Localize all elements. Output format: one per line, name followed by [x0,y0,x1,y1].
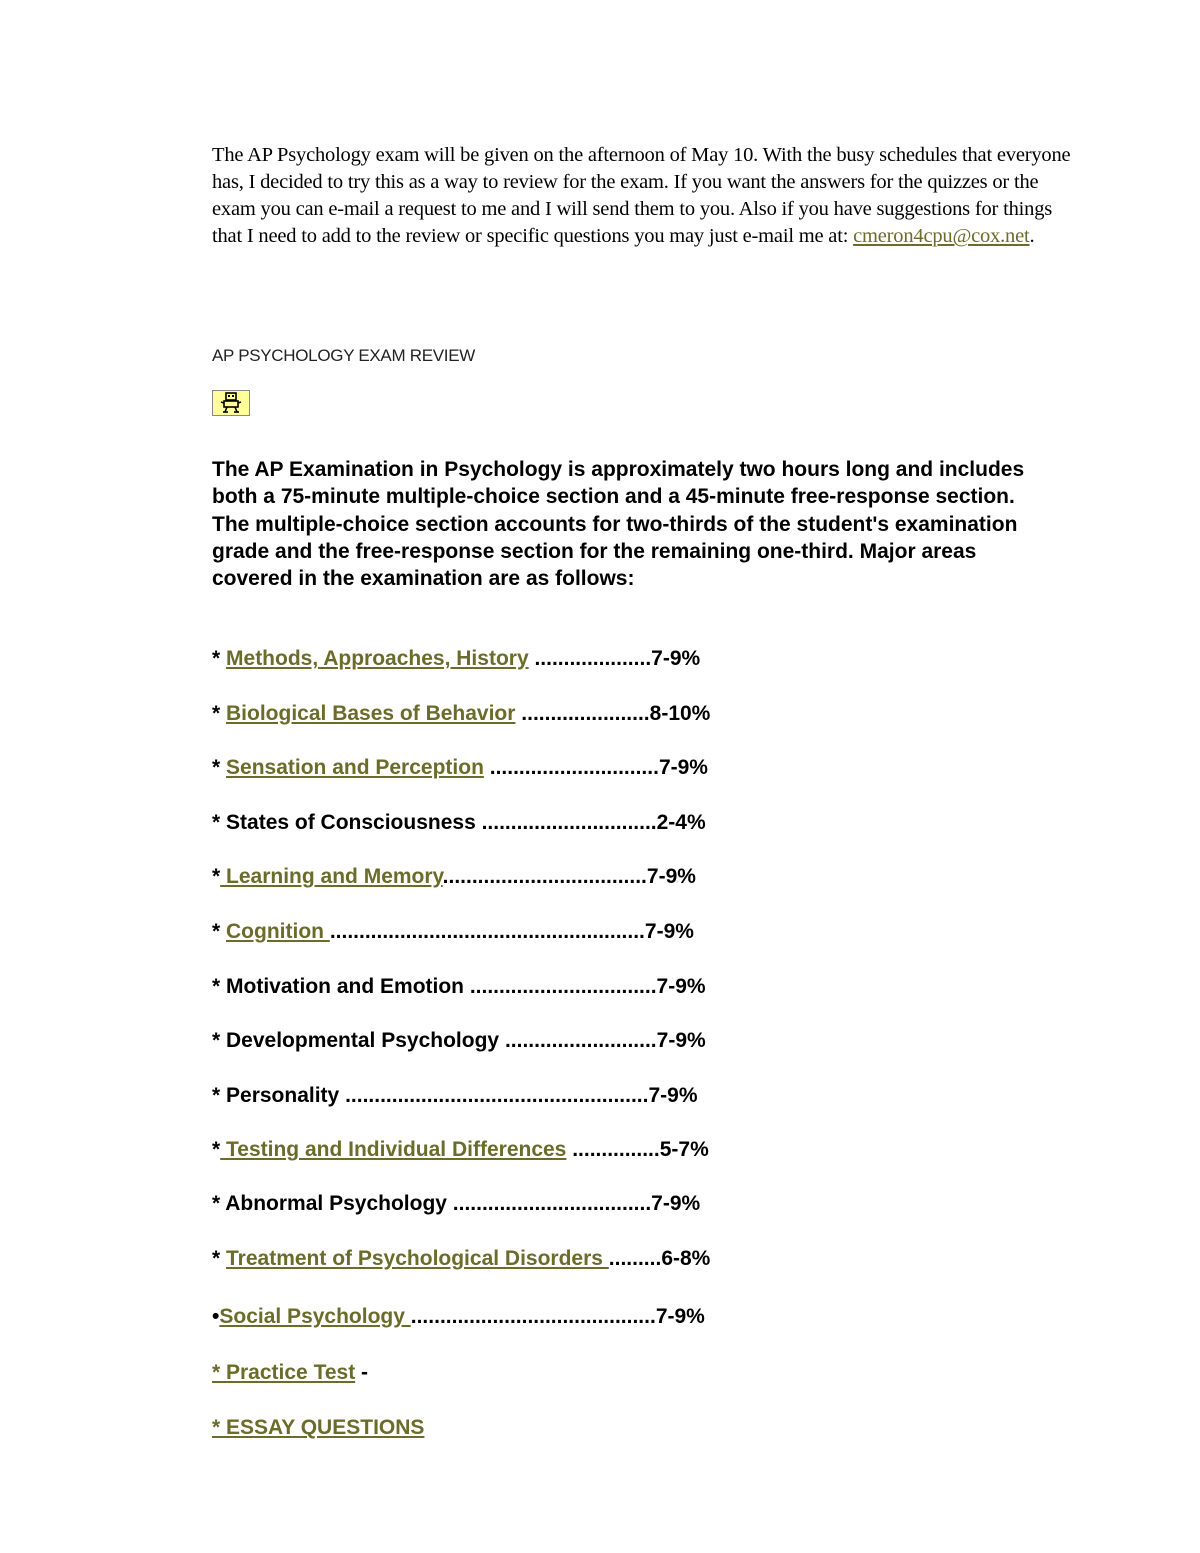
topic-dots: ................................... [442,865,647,888]
topic-row [212,1083,698,1109]
topic-dots: .......................... [499,1029,657,1052]
topic-dots: ......... [608,1247,662,1270]
topic-label: Developmental Psychology [226,1029,500,1052]
intro-trailing: . [1029,225,1035,247]
section-title: AP PSYCHOLOGY EXAM REVIEW [212,346,476,365]
topic-bullet: * [212,1192,226,1215]
topic-bullet: * [212,975,227,998]
topic-dots: .................... [528,647,652,670]
topic-percent: 7-9% [651,647,701,670]
topic-percent: 7-9% [648,1084,698,1107]
topic-percent: 7-9% [655,1305,705,1328]
intro-text: The AP Psychology exam will be given on the afternoon of May 10. With the busy schedules that everyone has, I decided to try this as a way to review for the exam. If you want the answers for the quizzes or the exam you can e-mail a request to me and I will send them to you. Also if you have suggestions for things that I need to add to the review or specific questions you may just e-mail me at: [212,144,1071,247]
topic-percent: 8-10% [649,702,711,725]
topic-dots: ...................... [515,702,650,725]
topic-link[interactable]: Learning and Memory [220,865,443,888]
topic-bullet: • [212,1305,220,1328]
robot-icon[interactable] [212,390,250,416]
practice-test-suffix: - [355,1361,369,1384]
topic-row [212,1246,710,1272]
topic-link[interactable]: Social Psychology [219,1305,411,1328]
topic-label: Abnormal Psychology [225,1192,447,1215]
robot-icon-graphic [219,392,243,414]
topic-row [212,810,706,836]
topic-percent: 7-9% [656,975,706,998]
topic-dots: .................................................... [339,1084,649,1107]
topic-dots: ................................ [464,975,657,998]
topic-row [212,1137,709,1163]
topic-percent: 6-8% [661,1247,711,1270]
intro-paragraph [212,142,1072,250]
topic-row [212,864,696,890]
topic-percent: 7-9% [644,920,694,943]
topic-dots: .............................. [475,811,657,834]
topic-row [212,1191,700,1217]
topic-row [212,1304,705,1330]
topic-dots: ...................................................... [329,920,645,943]
topic-bullet: * [212,702,227,725]
topic-bullet: * [212,920,227,943]
topic-percent: 7-9% [651,1192,701,1215]
topic-link[interactable]: Treatment of Psychological Disorders [226,1247,609,1270]
topic-percent: 2-4% [656,811,706,834]
topic-percent: 7-9% [658,756,708,779]
topic-bullet: * [212,1029,227,1052]
topic-link[interactable]: Sensation and Perception [226,756,484,779]
topic-label: Motivation and Emotion [226,975,464,998]
topic-bullet: * [212,756,227,779]
topic-link[interactable]: Biological Bases of Behavior [226,702,516,725]
topic-row [212,646,700,672]
topic-row [212,974,706,1000]
topic-percent: 7-9% [646,865,696,888]
topic-bullet: * [212,865,221,888]
practice-test-link[interactable]: * Practice Test [212,1361,356,1384]
topic-row [212,1028,706,1054]
topic-bullet: * [212,811,227,834]
topic-bullet: * [212,1138,221,1161]
topic-dots: .......................................... [410,1305,656,1328]
topic-percent: 7-9% [656,1029,706,1052]
topic-link[interactable]: Methods, Approaches, History [226,647,529,670]
topic-label: States of Consciousness [226,811,476,834]
topic-bullet: * [212,647,227,670]
topic-link[interactable]: Testing and Individual Differences [220,1138,567,1161]
topic-row [212,701,710,727]
topic-row [212,755,708,781]
exam-description: The AP Examination in Psychology is approximately two hours long and includes both a 75-minute multiple-choice section and a 45-minute free-response section. The multiple-choice section accounts for two-thirds of the student's examination grade and the free-response section for the remaining one-third. Major areas covered in the examination are as follows: [212,458,1025,591]
topic-dots: ............... [566,1138,660,1161]
topic-dots: .................................. [446,1192,652,1215]
essay-questions-link[interactable]: * ESSAY QUESTIONS [212,1416,425,1439]
topic-bullet: * [212,1247,227,1270]
practice-test-row [212,1360,368,1386]
topic-bullet: * [212,1084,227,1107]
essay-questions-row [212,1415,424,1441]
topic-link[interactable]: Cognition [226,920,330,943]
topic-row [212,919,694,945]
email-link[interactable]: cmeron4cpu@cox.net [853,225,1030,247]
topic-dots: ............................. [483,756,659,779]
topic-percent: 5-7% [659,1138,709,1161]
topic-label: Personality [226,1084,340,1107]
